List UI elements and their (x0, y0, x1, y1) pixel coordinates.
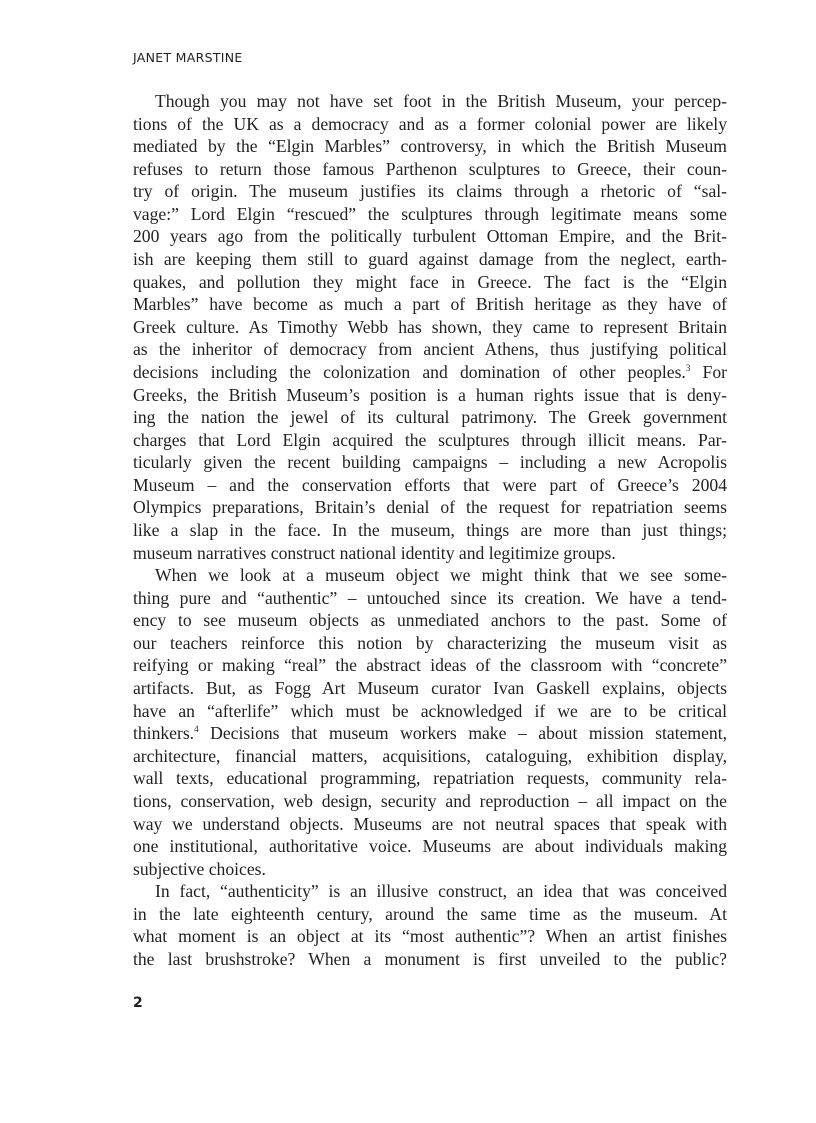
line-text: one institutional, authoritative voice. Museums are about individuals making (133, 836, 727, 857)
line-text: in the late eighteenth century, around the same time as the museum. At (133, 903, 727, 924)
line-text: ticularly given the recent building campaigns – including a new Acropolis (133, 452, 727, 473)
line-text: For (690, 361, 727, 382)
text-line (133, 519, 727, 542)
line-text: quakes, and pollution they might face in Greece. The fact is the “Elgin (133, 271, 727, 292)
line-text: Greeks, the British Museum’s position is a human rights issue that is deny- (133, 384, 727, 405)
text-line (133, 880, 727, 903)
line-text: thinkers. (133, 723, 195, 744)
text-line (133, 609, 727, 632)
text-line (133, 474, 727, 497)
text-line (133, 587, 727, 610)
text-line (133, 338, 727, 361)
line-text: refuses to return those famous Parthenon sculptures to Greece, their coun- (133, 158, 727, 179)
line-text: Decisions that museum workers make – about mission statement, (198, 723, 727, 744)
line-text: ency to see museum objects as unmediated anchors to the past. Some of (133, 610, 727, 631)
line-text: 200 years ago from the politically turbulent Ottoman Empire, and the Brit- (133, 226, 727, 247)
text-line (133, 835, 727, 858)
text-line (133, 948, 727, 971)
line-text: tions, conservation, web design, security and reproduction – all impact on the (133, 790, 727, 811)
text-line (133, 722, 727, 745)
line-text: Though you may not have set foot in the British Museum, your percep- (155, 91, 727, 111)
line-text: charges that Lord Elgin acquired the sculptures through illicit means. Par- (133, 429, 727, 450)
text-line (133, 271, 727, 294)
line-text: what moment is an object at its “most authentic”? When an artist finishes (133, 926, 727, 947)
line-text: artifacts. But, as Fogg Art Museum curator Ivan Gaskell explains, objects (133, 678, 727, 699)
footnote-marker[interactable]: 4 (194, 724, 199, 735)
line-text: ish are keeping them still to guard against damage from the neglect, earth- (133, 249, 727, 270)
text-line (133, 903, 727, 926)
text-line (133, 406, 727, 429)
text-line (133, 654, 727, 677)
text-line (133, 925, 727, 948)
line-text: like a slap in the face. In the museum, things are more than just things; (133, 519, 727, 540)
line-text: Olympics preparations, Britain’s denial of the request for repatriation seems (133, 497, 727, 518)
line-text: subjective choices. (133, 858, 266, 879)
text-line (133, 564, 727, 587)
text-line (133, 632, 727, 655)
line-text: the last brushstroke? When a monument is first unveiled to the public? (133, 948, 727, 969)
body-text (133, 90, 727, 971)
line-text: When we look at a museum object we might think that we see some- (155, 565, 727, 586)
line-text: architecture, financial matters, acquisitions, cataloguing, exhibition display, (133, 745, 727, 766)
line-text: as the inheritor of democracy from ancient Athens, thus justifying political (133, 339, 727, 360)
text-line (133, 700, 727, 723)
line-text: ing the nation the jewel of its cultural patrimony. The Greek government (133, 407, 727, 428)
text-line (133, 180, 727, 203)
line-text: our teachers reinforce this notion by characterizing the museum visit as (133, 632, 727, 653)
text-line (133, 316, 727, 339)
line-text: Marbles” have become as much a part of British heritage as they have of (133, 294, 727, 315)
line-text: have an “afterlife” which must be acknowledged if we are to be critical (133, 700, 727, 721)
text-line (133, 429, 727, 452)
text-line (133, 542, 727, 565)
text-line (133, 293, 727, 316)
footnote-marker[interactable]: 3 (685, 362, 691, 373)
text-line (133, 813, 727, 836)
text-line (133, 203, 727, 226)
line-text: museum narratives construct national identity and legitimize groups. (133, 542, 616, 563)
text-line (133, 384, 727, 407)
page-number: 2 (133, 995, 143, 1011)
text-line (133, 790, 727, 813)
line-text: reifying or making “real” the abstract ideas of the classroom with “concrete” (133, 655, 727, 676)
text-line (133, 451, 727, 474)
line-text: In fact, “authenticity” is an illusive construct, an idea that was conceived (155, 881, 727, 902)
line-text: way we understand objects. Museums are not neutral spaces that speak with (133, 813, 727, 834)
line-text: wall texts, educational programming, repatriation requests, community rela- (133, 768, 727, 789)
text-line (133, 767, 727, 790)
text-line (133, 745, 727, 768)
line-text: try of origin. The museum justifies its claims through a rhetoric of “sal- (133, 181, 727, 202)
text-line (133, 361, 727, 384)
text-line (133, 496, 727, 519)
text-line (133, 90, 727, 113)
line-text: thing pure and “authentic” – untouched since its creation. We have a tend- (133, 587, 727, 608)
running-head: JANET MARSTINE (133, 50, 243, 65)
line-text: tions of the UK as a democracy and as a former colonial power are likely (133, 113, 727, 134)
text-line (133, 858, 727, 881)
text-line (133, 677, 727, 700)
text-line (133, 113, 727, 136)
line-text: mediated by the “Elgin Marbles” controversy, in which the British Museum (133, 136, 727, 157)
line-text: vage:” Lord Elgin “rescued” the sculptures through legitimate means some (133, 203, 727, 224)
line-text: decisions including the colonization and domination of other peoples. (133, 361, 686, 382)
line-text: Museum – and the conservation efforts that were part of Greece’s 2004 (133, 474, 727, 495)
line-text: Greek culture. As Timothy Webb has shown, they came to represent Britain (133, 316, 727, 337)
text-line (133, 135, 727, 158)
text-line (133, 158, 727, 181)
text-line (133, 248, 727, 271)
text-line (133, 225, 727, 248)
